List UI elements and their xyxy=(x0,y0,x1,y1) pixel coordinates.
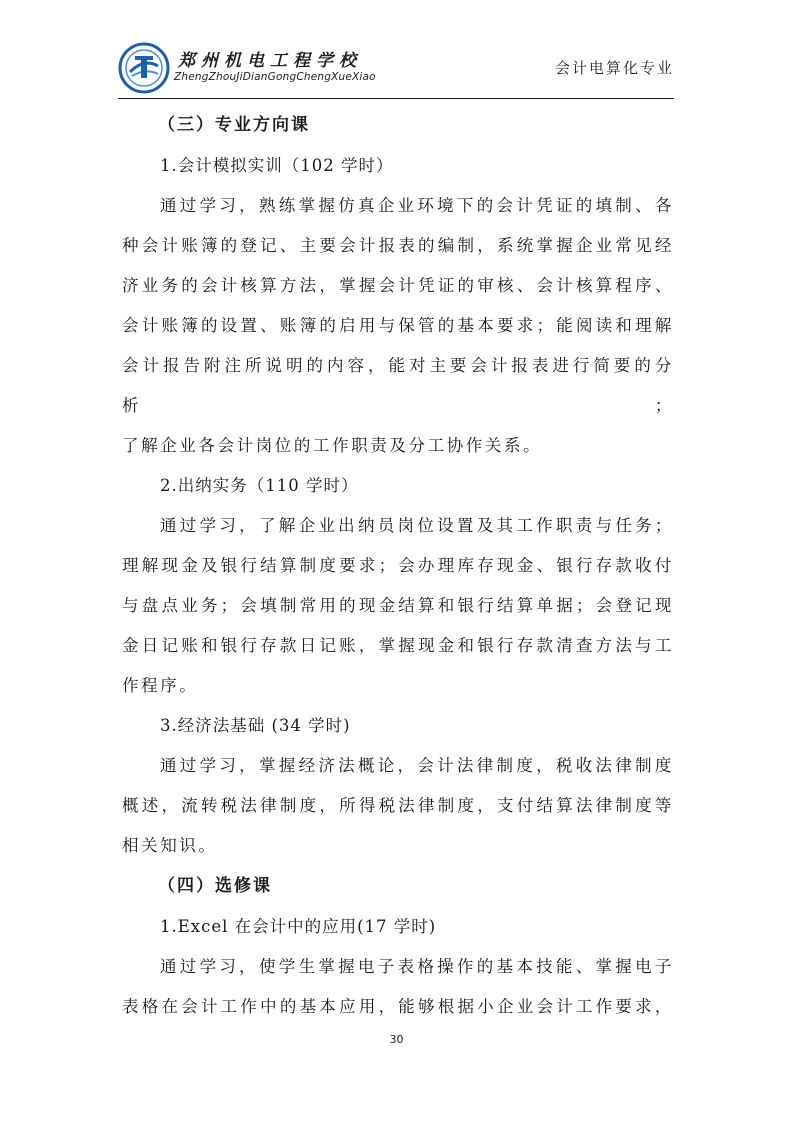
course-description xyxy=(122,746,674,866)
text-line: 通过学习，了解企业出纳员岗位设置及其工作职责与任务； xyxy=(160,516,674,535)
course-title: 1.Excel 在会计中的应用(17 学时) xyxy=(160,917,437,936)
text-line: 会计账簿的设置、账簿的启用与保管的基本要求；能阅读和理解 xyxy=(122,316,674,335)
text-line: 济业务的会计核算方法，掌握会计凭证的审核、会计核算程序、 xyxy=(122,276,674,295)
school-name-cn: 郑州机电工程学校 xyxy=(178,51,362,71)
text-line: 相关知识。 xyxy=(122,836,218,855)
course-description xyxy=(122,186,674,466)
text-line: 通过学习，使学生掌握电子表格操作的基本技能、掌握电子 xyxy=(160,957,674,976)
course-title: 3.经济法基础 (34 学时) xyxy=(160,716,351,735)
page-number: 30 xyxy=(389,1033,404,1046)
section-heading-4: （四）选修课 xyxy=(158,876,272,896)
course-title: 2.出纳实务（110 学时） xyxy=(160,476,359,495)
page-body xyxy=(122,105,674,1027)
text-line: 理解现金及银行结算制度要求；会办理库存现金、银行存款收付 xyxy=(122,556,674,575)
school-name-en: ZhengZhouJiDianGongChengXueXiao xyxy=(174,71,376,83)
text-line: 会计报告附注所说明的内容，能对主要会计报表进行简要的分析； xyxy=(122,356,674,415)
text-line: 金日记账和银行存款日记账，掌握现金和银行存款清查方法与工 xyxy=(122,636,674,655)
text-line: 通过学习，掌握经济法概论，会计法律制度，税收法律制度 xyxy=(160,756,674,775)
course-description xyxy=(122,506,674,706)
school-logo xyxy=(118,42,170,94)
header-divider xyxy=(118,98,674,99)
page-header xyxy=(118,40,674,98)
text-line: 表格在会计工作中的基本应用，能够根据小企业会计工作要求， xyxy=(122,997,674,1016)
text-line: 作程序。 xyxy=(122,676,199,695)
text-line: 概述，流转税法律制度，所得税法律制度，支付结算法律制度等 xyxy=(122,796,674,815)
section-heading-3: （三）专业方向课 xyxy=(158,115,310,135)
course-title: 1.会计模拟实训（102 学时） xyxy=(160,156,394,175)
text-line: 了解企业各会计岗位的工作职责及分工协作关系。 xyxy=(122,436,543,455)
text-line: 与盘点业务；会填制常用的现金结算和银行结算单据；会登记现 xyxy=(122,596,674,615)
course-description xyxy=(122,947,674,1027)
major-name: 会计电算化专业 xyxy=(554,59,674,77)
text-line: 种会计账簿的登记、主要会计报表的编制，系统掌握企业常见经 xyxy=(122,236,674,255)
text-line: 通过学习，熟练掌握仿真企业环境下的会计凭证的填制、各 xyxy=(160,196,674,215)
